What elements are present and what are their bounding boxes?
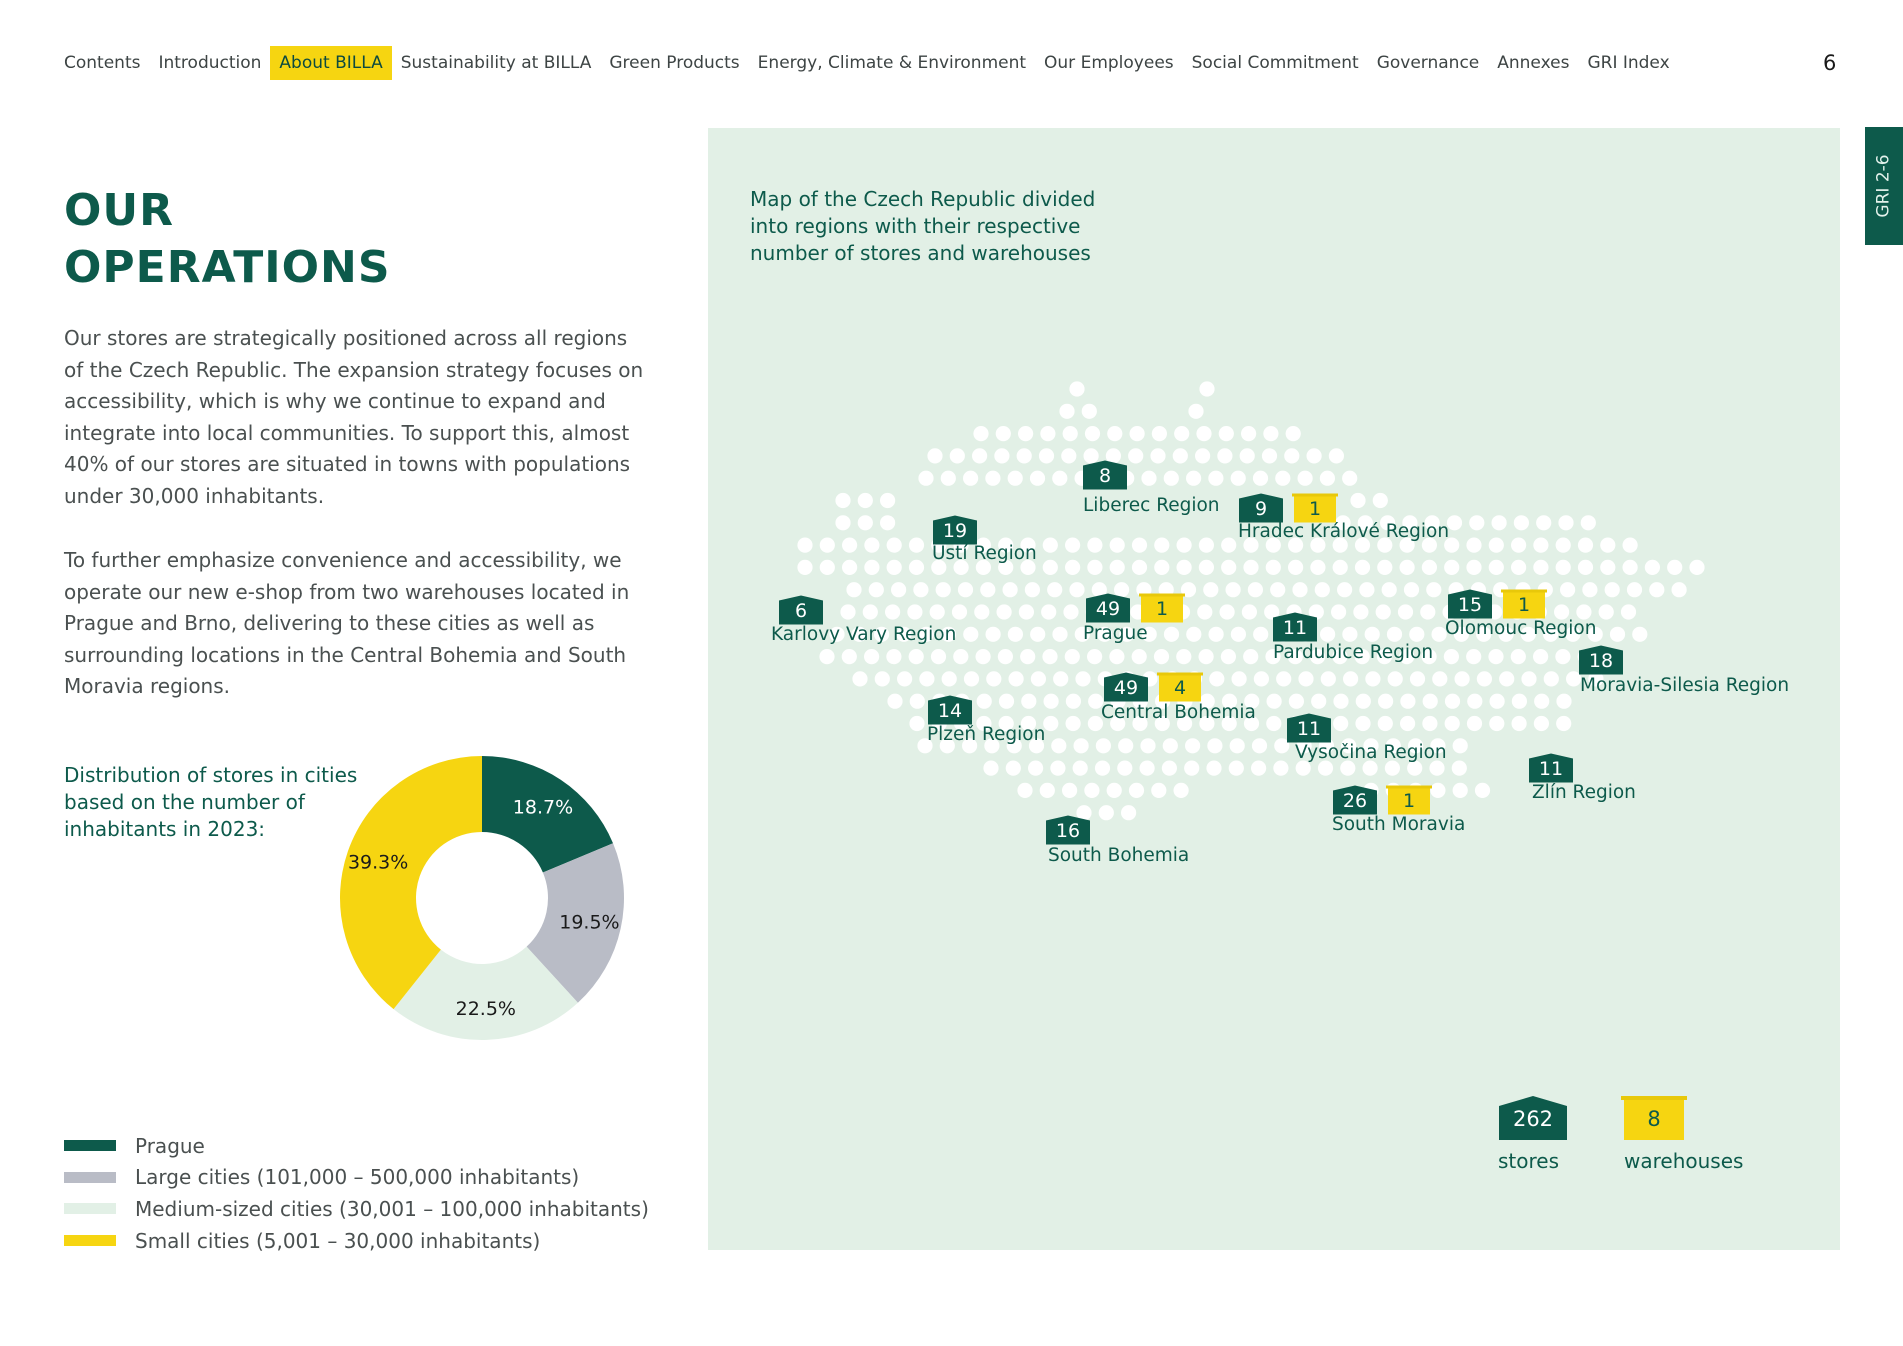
- region-label: Plzeň Region: [927, 724, 1046, 745]
- warehouse-roof: [1139, 594, 1185, 597]
- total-warehouses-roof: [1621, 1096, 1687, 1100]
- nav-item-sustainability-at-billa[interactable]: Sustainability at BILLA: [400, 53, 592, 73]
- region-label: Liberec Region: [1083, 495, 1220, 516]
- warehouse-count: 1: [1155, 598, 1169, 620]
- region-label: Hradec Králové Region: [1238, 521, 1450, 542]
- warehouse-roof: [1501, 590, 1547, 593]
- store-count: 19: [942, 520, 968, 542]
- store-count: 49: [1113, 677, 1139, 699]
- map-region-marker: [1529, 754, 1636, 804]
- warehouse-count: 4: [1173, 677, 1187, 699]
- page-number: 6: [1823, 51, 1837, 75]
- store-count: 9: [1254, 498, 1268, 520]
- total-stores-label: stores: [1498, 1149, 1560, 1173]
- legend-label: Small cities (5,001 – 30,000 inhabitants): [135, 1228, 541, 1253]
- legend-item: [64, 1225, 649, 1257]
- donut-slice-label: 39.3%: [347, 851, 409, 874]
- nav-item-our-employees[interactable]: Our Employees: [1044, 53, 1174, 73]
- page-title-line-2: OPERATIONS: [64, 242, 391, 293]
- map-region-marker: [771, 596, 956, 646]
- nav-item-contents[interactable]: Contents: [64, 53, 141, 73]
- map-region-marker: [1332, 786, 1465, 836]
- map-region-marker: [1083, 461, 1220, 517]
- legend-item: [64, 1130, 649, 1162]
- legend-swatch: [64, 1203, 116, 1214]
- map-panel: [708, 128, 1840, 1250]
- nav-item-governance[interactable]: Governance: [1376, 53, 1480, 73]
- region-label: Central Bohemia: [1101, 702, 1256, 723]
- czech-map: [708, 128, 1840, 1250]
- region-label: Pardubice Region: [1273, 642, 1434, 663]
- nav-item-annexes[interactable]: Annexes: [1497, 53, 1570, 73]
- warehouse-count: 1: [1308, 498, 1322, 520]
- legend-label: Prague: [135, 1133, 205, 1158]
- nav-item-about-billa[interactable]: About BILLA: [270, 46, 391, 80]
- intro-paragraph-2: To further emphasize convenience and accessibility, we operate our new e-shop from two warehouses located in Prague and Brno, delivering to these cities as well as surrounding locations in the Central Bohemia and South Moravia regions.: [64, 548, 630, 699]
- donut-chart: [330, 748, 630, 1048]
- gri-side-tab-label: GRI 2-6: [1874, 154, 1895, 218]
- nav-item-introduction[interactable]: Introduction: [158, 53, 262, 73]
- total-stores-count: 262: [1512, 1107, 1554, 1131]
- intro-paragraph-1: Our stores are strategically positioned across all regions of the Czech Republic. The expansion strategy focuses on accessibility, which is why we continue to expand and integrate into local communities. To support this, almost 40% of our stores are situated in towns with populations under 30,000 inhabitants.: [64, 326, 644, 508]
- legend-item: [64, 1193, 649, 1225]
- warehouse-roof: [1157, 673, 1203, 676]
- store-count: 14: [937, 700, 963, 722]
- region-label: Prague: [1083, 623, 1148, 644]
- gri-side-tab[interactable]: [1865, 127, 1903, 245]
- store-count: 11: [1282, 617, 1308, 639]
- nav-item-social-commitment[interactable]: Social Commitment: [1191, 53, 1359, 73]
- map-caption: Map of the Czech Republic divided into regions with their respective number of stores and warehouses: [750, 187, 1096, 265]
- warehouse-count: 1: [1402, 790, 1416, 812]
- store-count: 49: [1095, 598, 1121, 620]
- donut-slice-label: 22.5%: [455, 997, 516, 1020]
- nav-item-green-products[interactable]: Green Products: [609, 53, 740, 73]
- page-title-line-1: OUR: [64, 185, 175, 236]
- store-count: 11: [1296, 718, 1322, 740]
- region-label: Ústí Region: [932, 543, 1037, 564]
- total-warehouses-count: 8: [1647, 1107, 1661, 1131]
- legend-label: Large cities (101,000 – 500,000 inhabitants): [135, 1165, 580, 1190]
- legend-swatch: [64, 1235, 116, 1246]
- store-count: 16: [1055, 820, 1081, 842]
- warehouse-roof: [1292, 494, 1338, 497]
- chart-legend: [64, 1130, 649, 1256]
- region-label: South Bohemia: [1048, 845, 1190, 866]
- top-navigation: [52, 46, 1852, 80]
- nav-item-gri-index[interactable]: GRI Index: [1587, 53, 1670, 73]
- store-count: 8: [1098, 465, 1112, 487]
- legend-label: Medium-sized cities (30,001 – 100,000 inhabitants): [135, 1196, 649, 1221]
- region-label: Vysočina Region: [1295, 742, 1447, 763]
- legend-item: [64, 1162, 649, 1194]
- total-warehouses-label: warehouses: [1624, 1149, 1744, 1173]
- map-region-marker: [1046, 816, 1189, 867]
- map-dots: [794, 381, 1704, 820]
- region-label: South Moravia: [1332, 814, 1466, 835]
- store-count: 11: [1538, 758, 1564, 780]
- region-label: Karlovy Vary Region: [771, 624, 957, 645]
- map-region-marker: [1579, 646, 1789, 697]
- donut-slice-label: 18.7%: [512, 796, 574, 819]
- donut-slice-label: 19.5%: [559, 911, 620, 934]
- warehouse-count: 1: [1517, 594, 1531, 616]
- store-count: 26: [1342, 790, 1368, 812]
- region-label: Olomouc Region: [1445, 618, 1597, 639]
- map-region-marker: [1445, 590, 1596, 640]
- store-count: 18: [1588, 650, 1614, 672]
- store-count: 15: [1457, 594, 1483, 616]
- chart-caption: Distribution of stores in cities based on the number of inhabitants in 2023:: [64, 763, 358, 841]
- legend-swatch: [64, 1140, 116, 1151]
- region-label: Zlín Region: [1532, 782, 1636, 803]
- legend-swatch: [64, 1172, 116, 1183]
- warehouse-roof: [1386, 786, 1432, 789]
- store-count: 6: [794, 600, 808, 622]
- page-title: [64, 182, 391, 296]
- map-totals: [1498, 1096, 1743, 1173]
- nav-item-energy-climate-environment[interactable]: Energy, Climate & Environment: [757, 53, 1027, 73]
- region-label: Moravia-Silesia Region: [1580, 675, 1790, 696]
